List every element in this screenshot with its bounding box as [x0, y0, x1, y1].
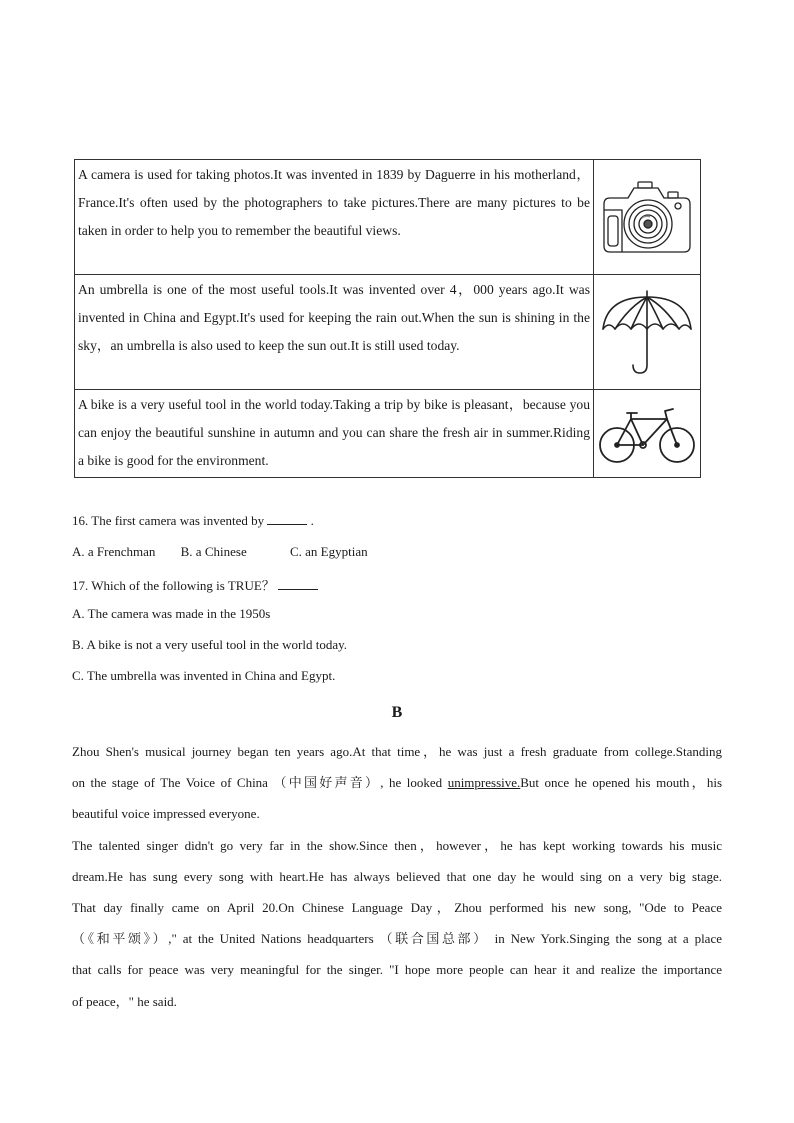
umbrella-picture	[594, 275, 701, 390]
passage-line: beautiful voice impressed everyone.	[72, 806, 260, 822]
passage-line: Zhou Shen's musical journey began ten years ago.At that time，he was just a fresh graduate from college.Standing	[72, 744, 722, 759]
camera-icon	[598, 176, 696, 258]
inventions-table	[74, 159, 701, 478]
answer-blank[interactable]	[278, 577, 318, 590]
underlined-word: unimpressive.	[447, 775, 521, 791]
option-c: C. an Egyptian	[289, 544, 368, 559]
option-a: A. a Frenchman	[72, 544, 156, 559]
option-b: B. a Chinese	[180, 544, 247, 559]
question-17	[72, 575, 318, 594]
passage-line: of peace，" he said.	[72, 993, 177, 1009]
bike-picture	[594, 390, 701, 478]
bicycle-icon	[597, 403, 697, 465]
passage-line: that calls for peace was very meaningful for the singer. "I hope more people can hear it and realize the importance	[72, 962, 722, 978]
question-16-options	[72, 544, 368, 560]
question-17-stem: 17. Which of the following is TRUE？	[72, 578, 275, 593]
table-row	[75, 390, 701, 478]
bike-description: A bike is a very useful tool in the world today.Taking a trip by bike is pleasant，because you can enjoy the beautiful sunshine in autumn and you can share the fresh air in summer.Riding a bike is good for the environment.	[75, 390, 594, 478]
section-title: B	[391, 704, 403, 721]
question-16	[72, 512, 314, 529]
umbrella-description: An umbrella is one of the most useful tools.It was invented over 4，000 years ago.It was invented in China and Egypt.It's used for keeping the rain out.When the sun is shining in the sky，an umbrella is also used to keep the sun out.It is still used today.	[75, 275, 594, 390]
option-c: C. The umbrella was invented in China and Egypt.	[72, 668, 336, 683]
passage-line: The talented singer didn't go very far in the show.Since then，however，he has kept working towards his music	[72, 837, 722, 853]
passage-line: dream.He has sung every song with heart.He has always believed that one day he would sing on a very big stage.	[72, 868, 722, 884]
passage-line: on the stage of The Voice of China （中国好声音）, he looked unimpressive.But once he opened his mouth，his	[72, 775, 723, 791]
umbrella-icon	[599, 287, 695, 377]
passage-line: That day finally came on April 20.On Chinese Language Day，Zhou performed his new song, "Ode to Peace	[72, 900, 722, 916]
table-row	[75, 160, 701, 275]
option-b: B. A bike is not a very useful tool in the world today.	[72, 637, 348, 652]
reading-passage	[72, 736, 722, 1017]
camera-description: A camera is used for taking photos.It was invented in 1839 by Daguerre in his motherland，France.It's often used by the photographers to take pictures.There are many pictures to be taken in order to help you to remember the beautiful views.	[75, 160, 594, 275]
answer-blank[interactable]	[267, 512, 307, 525]
passage-line: （《和平颂》）," at the United Nations headquarters （联合国总部） in New York.Singing the song at a place	[72, 931, 722, 947]
table-row	[75, 275, 701, 390]
question-16-period: .	[310, 513, 314, 528]
option-a: A. The camera was made in the 1950s	[72, 606, 271, 621]
camera-picture	[594, 160, 701, 275]
question-16-stem: 16. The first camera was invented by	[72, 513, 265, 528]
